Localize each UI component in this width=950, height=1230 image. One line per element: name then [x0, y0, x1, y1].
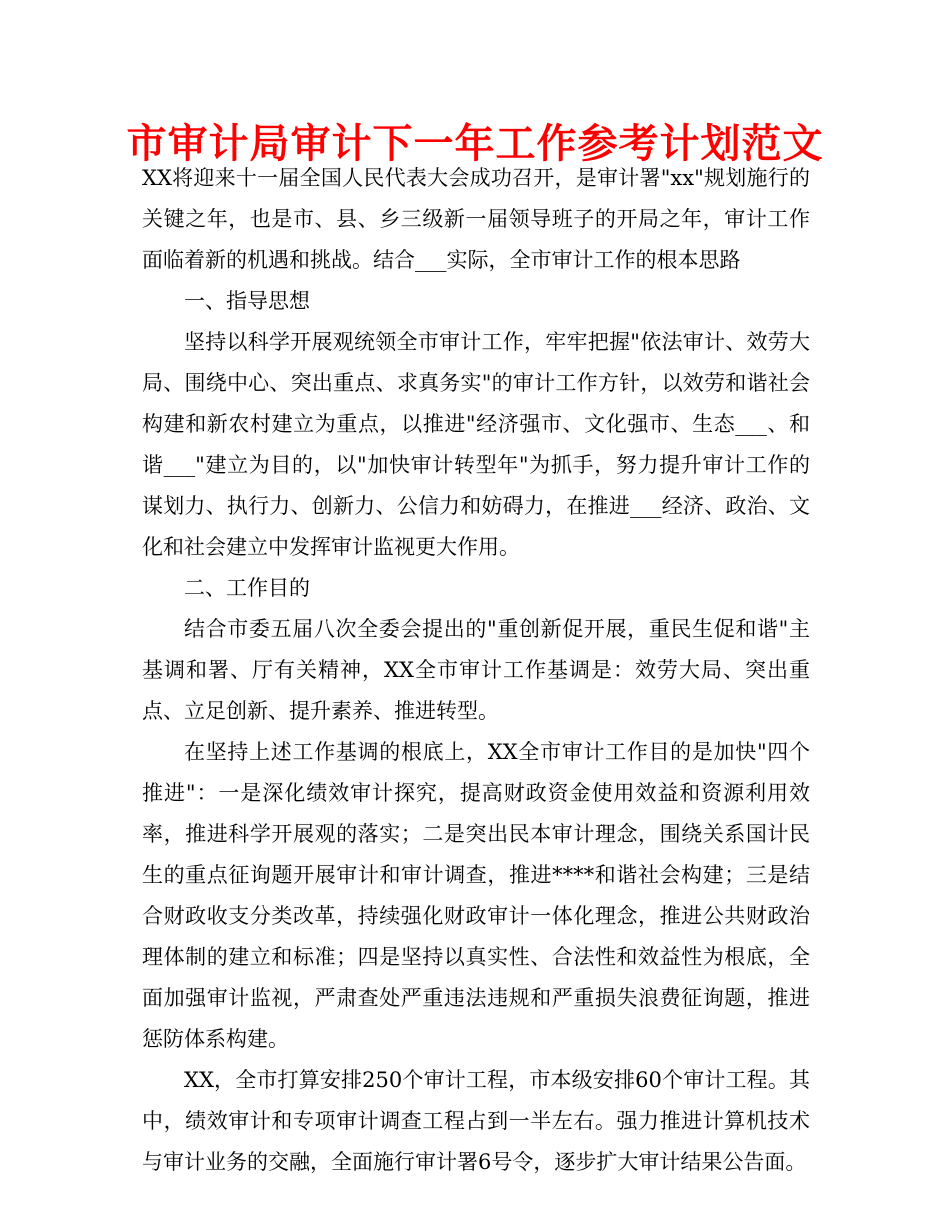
- section-heading-work-goals: 二、工作目的: [184, 576, 310, 600]
- document-title: 市审计局审计下一年工作参考计划范文: [126, 121, 824, 167]
- paragraph-work-tone: 结合市委五届八次全委会提出的"重创新促开展，重民生促和谐"主基调和署、厅有关精神，XX全市审计工作基调是：效劳大局、突出重点、立足创新、提升素养、推进转型。: [142, 617, 810, 723]
- paragraph-four-promotions: 在坚持上述工作基调的根底上，XX全市审计工作目的是加快"四个推进"：一是深化绩效审计探究，提高财政资金使用效益和资源利用效率，推进科学开展观的落实；二是突出民本审计理念，围绕关系国计民生的重点征询题开展审计和审计调查，推进****和谐社会构建；三是结合财政收支分类改革，持续强化财政审计一体化理念，推进公共财政治理体制的建立和标准；四是坚持以真实性、合法性和效益性为根底，全面加强审计监视，严肃查处严重违法违规和严重损失浪费征询题，推进惩防体系构建。: [142, 740, 810, 1051]
- document-body: [142, 158, 810, 1183]
- paragraph-intro: XX将迎来十一届全国人民代表大会成功召开，是审计署"xx"规划施行的关键之年，也是市、县、乡三级新一届领导班子的开局之年，审计工作面临着新的机遇和挑战。结合___实际，全市审计工作的根本思路: [142, 166, 810, 272]
- paragraph-audit-projects: XX，全市打算安排250个审计工程，市本级安排60个审计工程。其中，绩效审计和专项审计调查工程占到一半左右。强力推进计算机技术与审计业务的交融，全面施行审计署6号令，逐步扩大审计结果公告面。: [142, 1068, 810, 1174]
- paragraph-guiding-ideology: 坚持以科学开展观统领全市审计工作，牢牢把握"依法审计、效劳大局、围绕中心、突出重点、求真务实"的审计工作方针，以效劳和谐社会构建和新农村建立为重点，以推进"经济强市、文化强市、生态___、和谐___"建立为目的，以"加快审计转型年"为抓手，努力提升审计工作的谋划力、执行力、创新力、公信力和妨碍力，在推进___经济、政治、文化和社会建立中发挥审计监视更大作用。: [142, 330, 810, 559]
- section-heading-guiding-ideology: 一、指导思想: [184, 289, 310, 313]
